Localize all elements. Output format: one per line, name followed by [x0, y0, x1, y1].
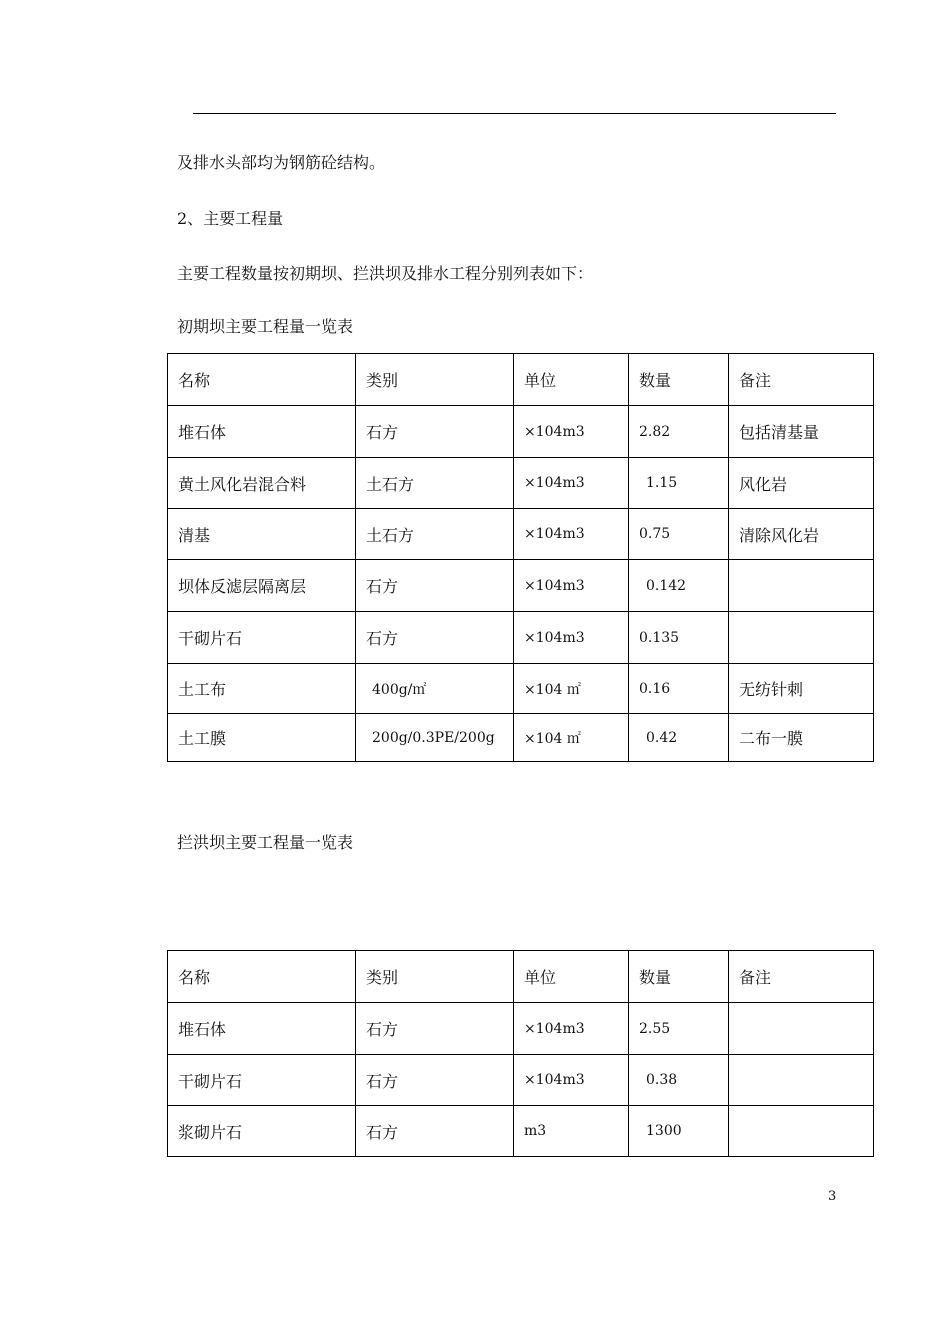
- table2-title: 拦洪坝主要工程量一览表: [177, 833, 354, 852]
- cell-category: 石方: [356, 1055, 514, 1106]
- cell-remark: [729, 1003, 874, 1055]
- cell-category: 石方: [356, 1003, 514, 1055]
- cell-quantity: 0.38: [629, 1055, 729, 1106]
- table-row: [168, 406, 874, 458]
- header-cell: 名称: [168, 951, 356, 1003]
- table-row: [168, 1055, 874, 1106]
- cell-name: 黄土风化岩混合料: [168, 458, 356, 509]
- cell-name: 干砌片石: [168, 1055, 356, 1106]
- header-cell: 数量: [629, 354, 729, 406]
- cell-unit: ×104m3: [514, 1055, 629, 1106]
- cell-remark: 包括清基量: [729, 406, 874, 458]
- cell-remark: 二布一膜: [729, 714, 874, 762]
- section-heading: 2、主要工程量: [177, 209, 284, 228]
- cell-quantity: 0.16: [629, 664, 729, 714]
- table-row: [168, 612, 874, 664]
- cell-unit: m3: [514, 1106, 629, 1157]
- cell-unit: ×104 ㎡: [514, 714, 629, 762]
- cell-category: 石方: [356, 1106, 514, 1157]
- cell-quantity: 1.15: [629, 458, 729, 509]
- cell-name: 土工布: [168, 664, 356, 714]
- cell-category: 石方: [356, 612, 514, 664]
- cell-unit: ×104m3: [514, 509, 629, 560]
- cell-quantity: 2.82: [629, 406, 729, 458]
- cell-quantity: 0.142: [629, 560, 729, 612]
- cell-quantity: 0.135: [629, 612, 729, 664]
- cell-remark: [729, 612, 874, 664]
- cell-category: 土石方: [356, 509, 514, 560]
- cell-name: 坝体反滤层隔离层: [168, 560, 356, 612]
- cell-quantity: 2.55: [629, 1003, 729, 1055]
- cell-quantity: 1300: [629, 1106, 729, 1157]
- table-row: [168, 509, 874, 560]
- cell-category: 200g/0.3PE/200g: [356, 714, 514, 762]
- page-number: 3: [828, 1189, 837, 1204]
- cell-category: 400g/㎡: [356, 664, 514, 714]
- cell-category: 土石方: [356, 458, 514, 509]
- cell-remark: [729, 560, 874, 612]
- cell-remark: 风化岩: [729, 458, 874, 509]
- cell-unit: ×104m3: [514, 458, 629, 509]
- cell-remark: 无纺针刺: [729, 664, 874, 714]
- table-header-row: [168, 951, 874, 1003]
- cell-unit: ×104m3: [514, 1003, 629, 1055]
- intro-paragraph: 主要工程数量按初期坝、拦洪坝及排水工程分别列表如下：: [177, 264, 594, 283]
- header-rule: [193, 113, 836, 114]
- table-header-row: [168, 354, 874, 406]
- table-row: [168, 714, 874, 762]
- cell-name: 堆石体: [168, 406, 356, 458]
- table-row: [168, 1106, 874, 1157]
- table1-title: 初期坝主要工程量一览表: [177, 317, 354, 336]
- paragraph-line: 及排水头部均为钢筋砼结构。: [177, 153, 386, 172]
- cell-unit: ×104m3: [514, 406, 629, 458]
- cell-unit: ×104 ㎡: [514, 664, 629, 714]
- header-cell: 单位: [514, 951, 629, 1003]
- header-cell: 类别: [356, 951, 514, 1003]
- cell-quantity: 0.42: [629, 714, 729, 762]
- cell-unit: ×104m3: [514, 560, 629, 612]
- header-cell: 备注: [729, 354, 874, 406]
- table-row: [168, 1003, 874, 1055]
- cell-remark: 清除风化岩: [729, 509, 874, 560]
- table-row: [168, 458, 874, 509]
- cell-category: 石方: [356, 560, 514, 612]
- cell-name: 土工膜: [168, 714, 356, 762]
- header-cell: 单位: [514, 354, 629, 406]
- cell-quantity: 0.75: [629, 509, 729, 560]
- header-cell: 数量: [629, 951, 729, 1003]
- initial-dam-quantities-table: [167, 353, 874, 762]
- header-cell: 名称: [168, 354, 356, 406]
- cell-name: 清基: [168, 509, 356, 560]
- header-cell: 类别: [356, 354, 514, 406]
- table-row: [168, 560, 874, 612]
- cell-category: 石方: [356, 406, 514, 458]
- cell-name: 浆砌片石: [168, 1106, 356, 1157]
- flood-dam-quantities-table: [167, 950, 874, 1157]
- cell-remark: [729, 1106, 874, 1157]
- table-row: [168, 664, 874, 714]
- header-cell: 备注: [729, 951, 874, 1003]
- cell-unit: ×104m3: [514, 612, 629, 664]
- cell-name: 堆石体: [168, 1003, 356, 1055]
- cell-name: 干砌片石: [168, 612, 356, 664]
- cell-remark: [729, 1055, 874, 1106]
